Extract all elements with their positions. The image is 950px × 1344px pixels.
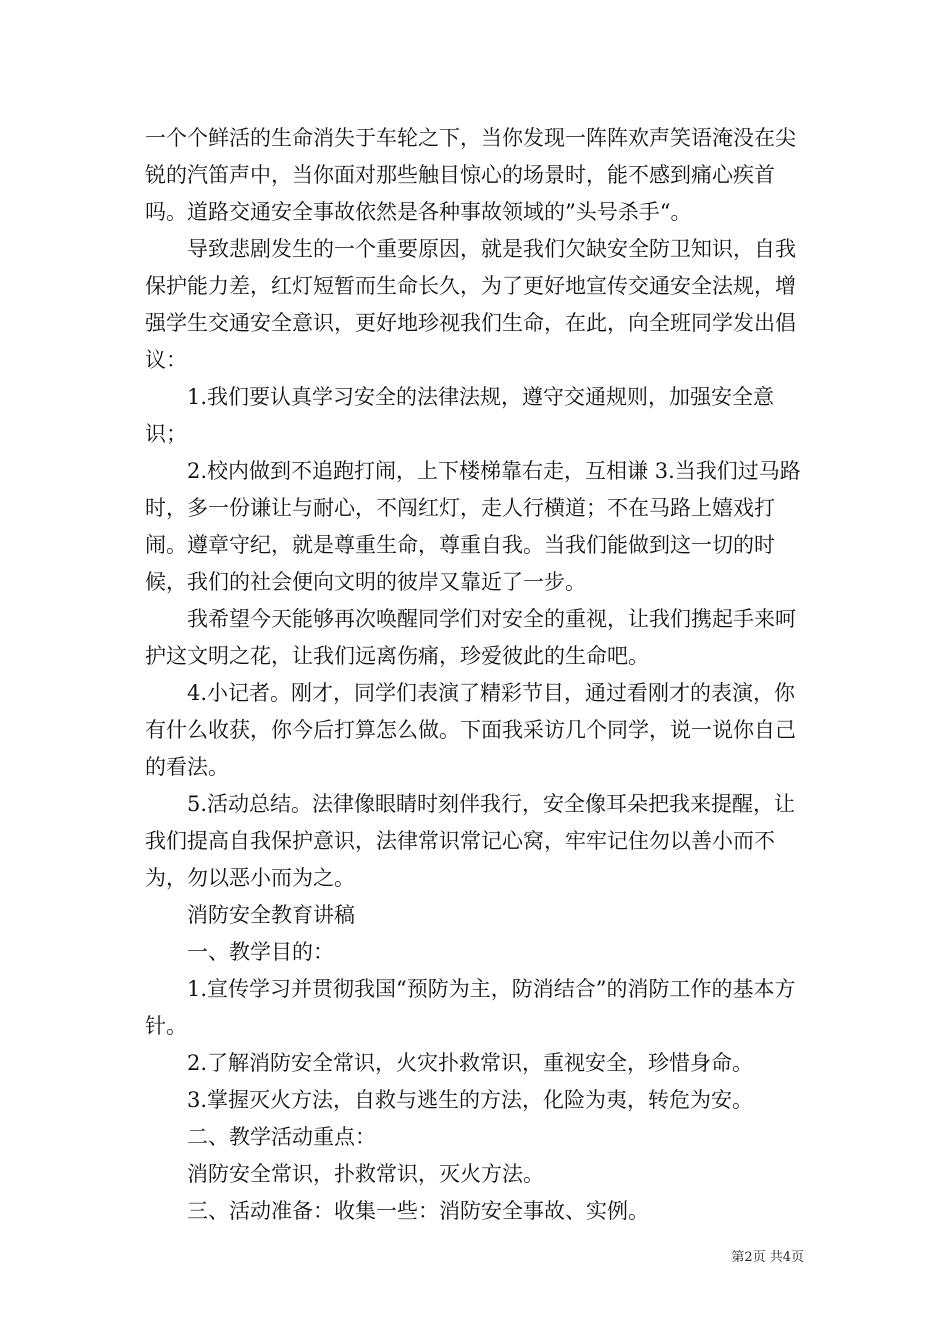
goal-item-1: 1.宣传学习并贯彻我国“预防为主，防消结合”的消防工作的基本方针。 (145, 977, 796, 1038)
paragraph-1: 一个个鲜活的生命消失于车轮之下，当你发现一阵阵欢声笑语淹没在尖锐的汽笛声中，当你面对那些触目惊心的场景时，能不感到痛心疾首吗。道路交通安全事故依然是各种事故领域的”头号杀手“。 (145, 126, 796, 224)
paragraph-4: 2.校内做到不追跑打闹，上下楼梯靠右走，互相谦 3.当我们过马路时，多一份谦让与耐心，不闯红灯，走人行横道；不在马路上嬉戏打闹。遵章守纪，就是尊重生命，尊重自我。当我们能做到这一切的时候，我们的社会便向文明的彼岸又靠近了一步。 (145, 459, 801, 594)
paragraph-3: 1.我们要认真学习安全的法律法规，遵守交通规则，加强安全意识； (145, 385, 775, 446)
heading-key-points: 二、教学活动重点： (187, 1125, 376, 1149)
goal-item-3: 3.掌握灭火方法，自救与逃生的方法，化险为夷，转危为安。 (187, 1088, 754, 1112)
paragraph-6: 4.小记者。刚才，同学们表演了精彩节目，通过看刚才的表演，你有什么收获，你今后打算怎么做。下面我采访几个同学，说一说你自己的看法。 (145, 681, 796, 779)
section-title: 消防安全教育讲稿 (187, 903, 355, 927)
paragraph-2: 导致悲剧发生的一个重要原因，就是我们欠缺安全防卫知识，自我保护能力差，红灯短暂而生命长久，为了更好地宣传交通安全法规，增强学生交通安全意识，更好地珍视我们生命，在此，向全班同学发出倡议： (145, 237, 796, 372)
paragraph-7: 5.活动总结。法律像眼睛时刻伴我行，安全像耳朵把我来提醒，让我们提高自我保护意识，法律常识常记心窝，牢牢记住勿以善小而不为，勿以恶小而为之。 (145, 792, 796, 890)
page-number-footer (731, 1246, 804, 1265)
heading-teaching-goals: 一、教学目的： (187, 940, 334, 964)
paragraph-5: 我希望今天能够再次唤醒同学们对安全的重视，让我们携起手来呵护这文明之花，让我们远离伤痛，珍爱彼此的生命吧。 (145, 607, 796, 668)
document-body (145, 120, 810, 1230)
heading-preparation: 三、活动准备：收集一些：消防安全事故、实例。 (187, 1199, 649, 1223)
goal-item-2: 2.了解消防安全常识，火灾扑救常识，重视安全，珍惜身命。 (187, 1051, 754, 1075)
page-number-label: 第2页 共4页 (731, 1250, 804, 1265)
key-points-text: 消防安全常识，扑救常识，灭火方法。 (187, 1162, 544, 1186)
